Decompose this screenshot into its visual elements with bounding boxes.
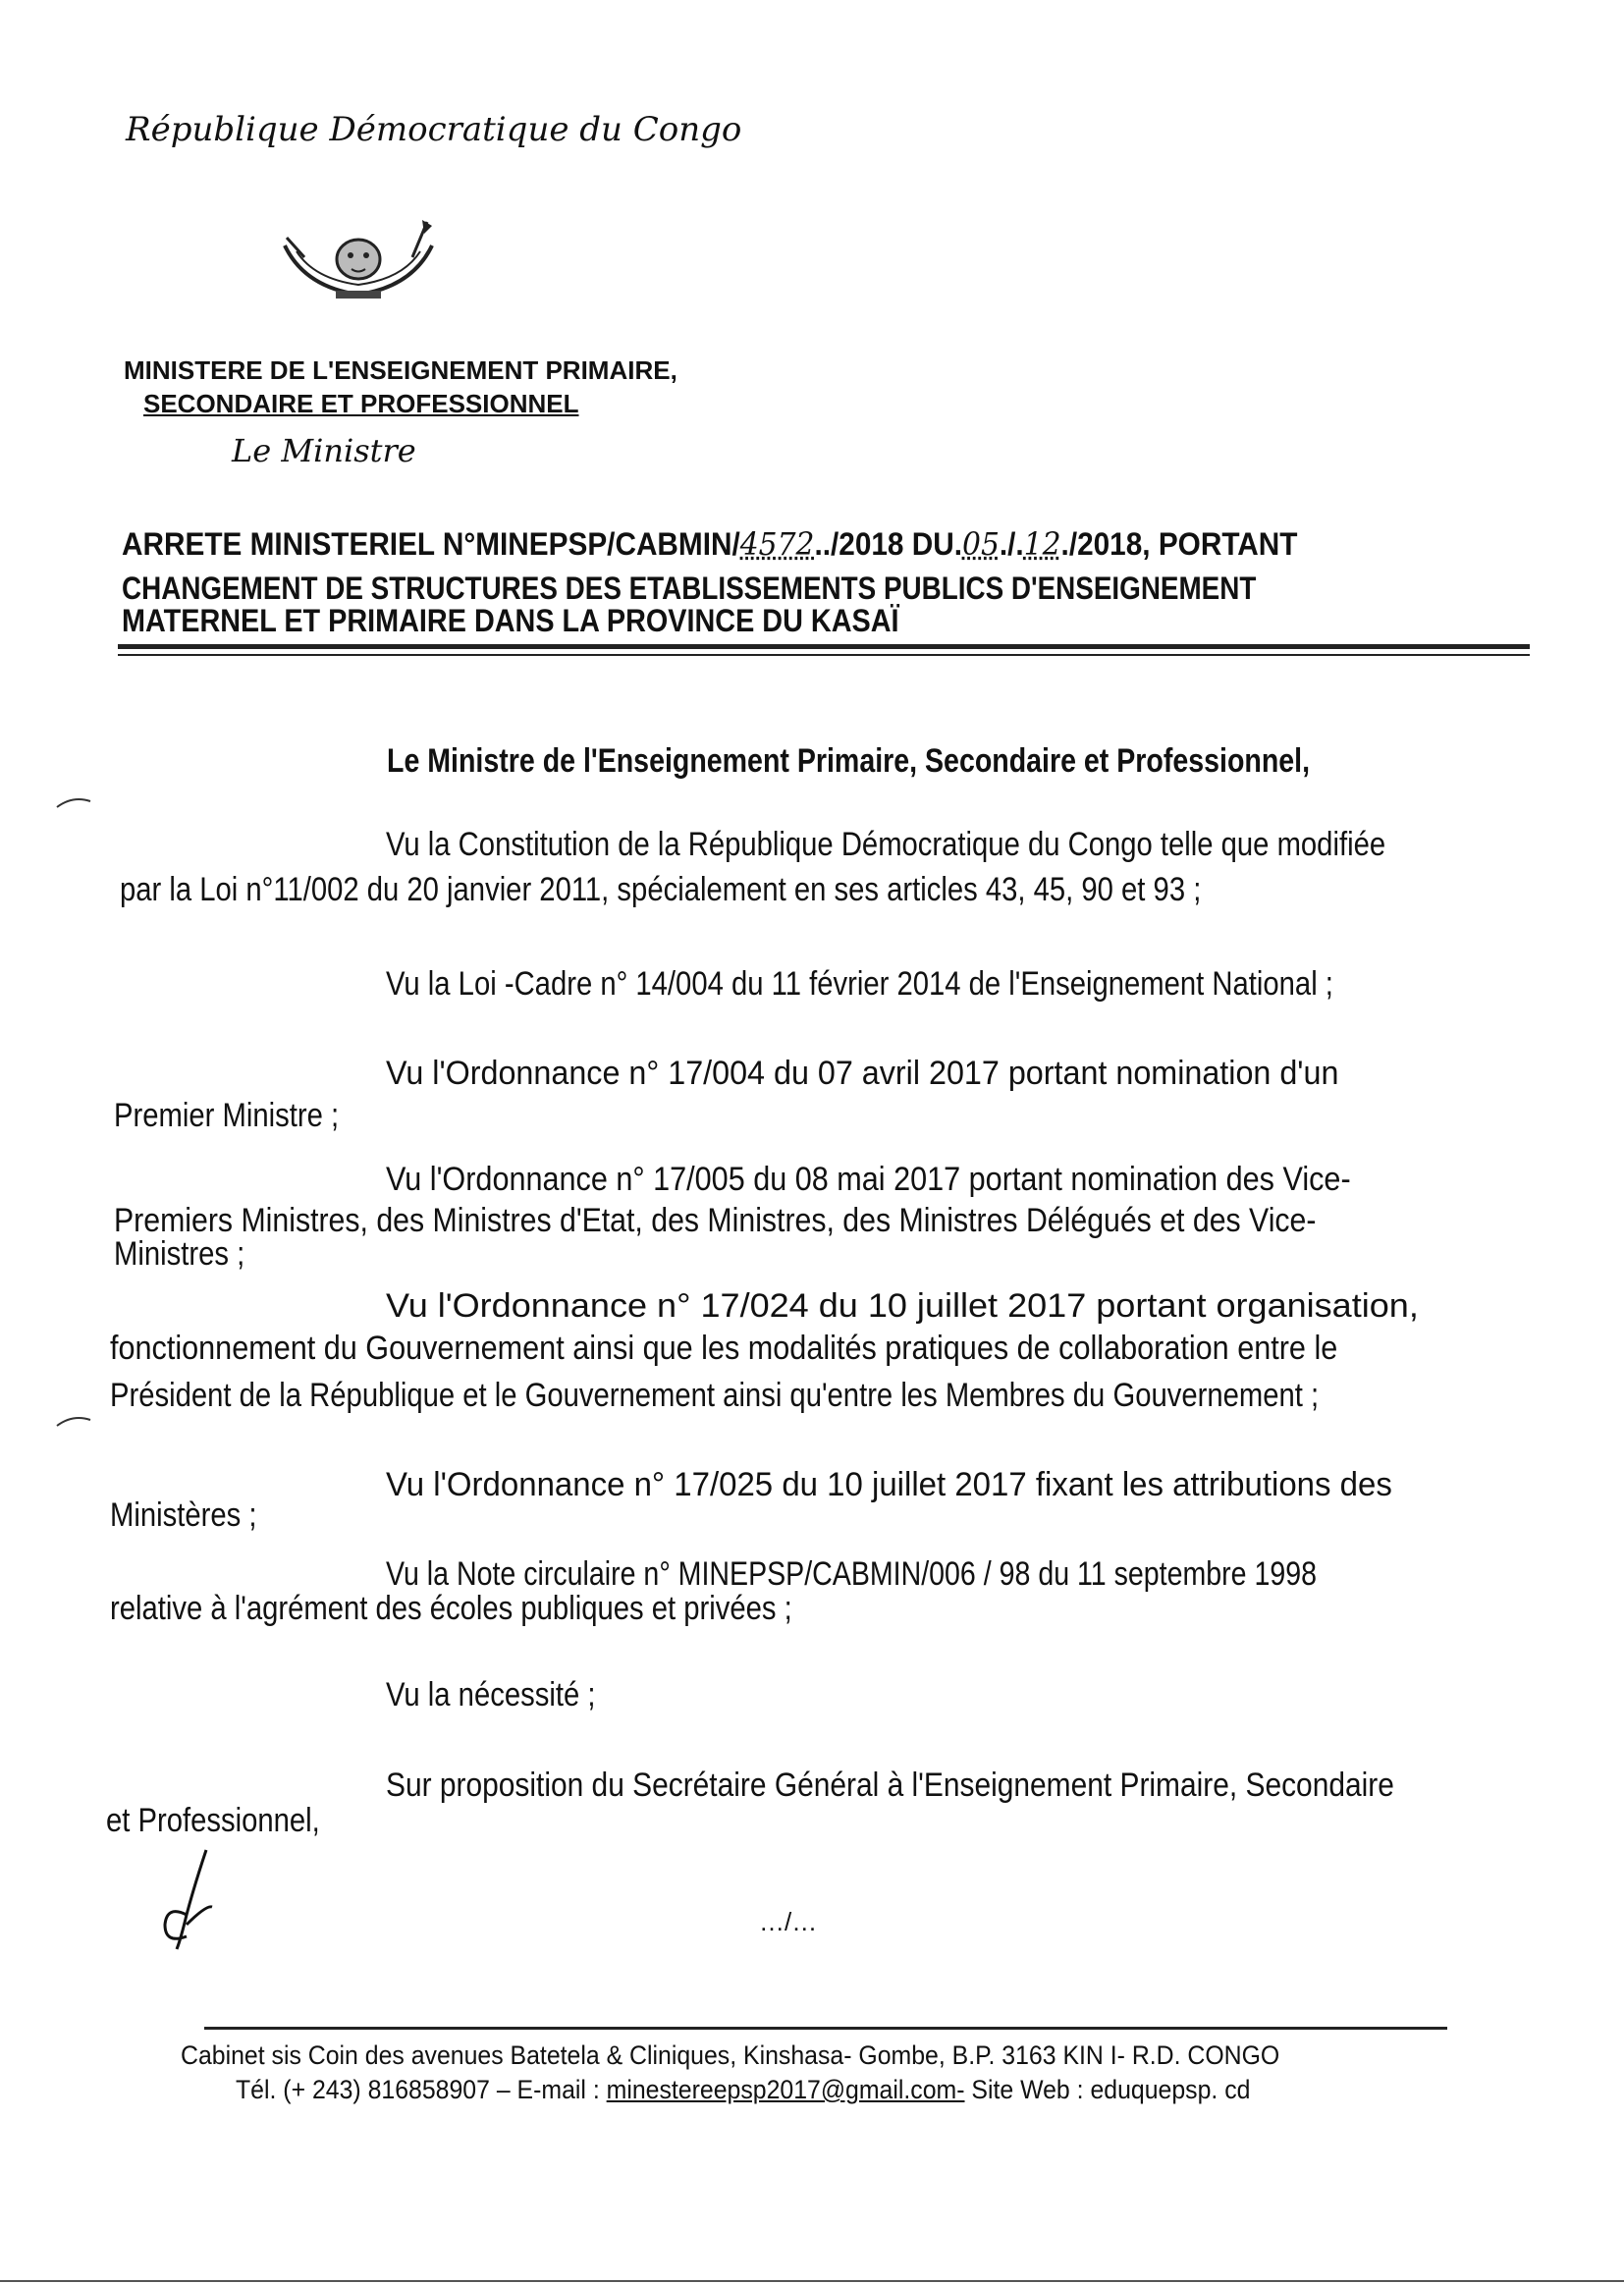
body-heading: Le Ministre de l'Enseignement Primaire, Secondaire et Professionnel,	[387, 742, 1311, 780]
decree-number-handwritten: 4572	[739, 525, 815, 563]
ministry-name-line1: MINISTERE DE L'ENSEIGNEMENT PRIMAIRE,	[124, 355, 677, 385]
page-bottom-edge	[0, 2280, 1624, 2282]
p4-line1: Vu l'Ordonnance n° 17/005 du 08 mai 2017 portant nomination des Vice-	[386, 1161, 1351, 1198]
footer-website: Site Web : eduquepsp. cd	[964, 2075, 1251, 2104]
margin-mark-1	[55, 795, 94, 811]
p3-line1: Vu l'Ordonnance n° 17/004 du 07 avril 2017 portant nomination d'un	[386, 1055, 1339, 1092]
footer-address: Cabinet sis Coin des avenues Batetela & Cliniques, Kinshasa- Gombe, B.P. 3163 KIN I- R.D. CONGO	[181, 2040, 1280, 2070]
title-divider-thick	[118, 644, 1530, 649]
p2-line1: Vu la Loi -Cadre n° 14/004 du 11 février 2014 de l'Enseignement National ;	[386, 965, 1333, 1003]
country-name: République Démocratique du Congo	[126, 110, 742, 149]
decree-date-month: 12	[1023, 525, 1061, 563]
decree-title-part2: ../2018 DU.	[814, 526, 963, 562]
decree-title-part1: ARRETE MINISTERIEL N°MINEPSP/CABMIN/	[122, 526, 740, 562]
p6-line2: Ministères ;	[110, 1496, 257, 1534]
p4-line2: Premiers Ministres, des Ministres d'Etat, des Ministres, des Ministres Délégués et des Vice-	[114, 1202, 1317, 1239]
decree-title-line2: CHANGEMENT DE STRUCTURES DES ETABLISSEMENTS PUBLICS D'ENSEIGNEMENT	[122, 571, 1257, 606]
handwritten-initial-mark	[157, 1846, 236, 1954]
p9-line1: Sur proposition du Secrétaire Général à l'Enseignement Primaire, Secondaire	[386, 1767, 1394, 1804]
p1-line2: par la Loi n°11/002 du 20 janvier 2011, spécialement en ses articles 43, 45, 90 et 93 ;	[120, 871, 1202, 908]
decree-title-line3: MATERNEL ET PRIMAIRE DANS LA PROVINCE DU KASAÏ	[122, 603, 899, 638]
decree-title-line1	[122, 525, 1297, 563]
p6-line1: Vu l'Ordonnance n° 17/025 du 10 juillet 2017 fixant les attributions des	[386, 1466, 1392, 1503]
p3-line2: Premier Ministre ;	[114, 1097, 340, 1134]
footer-divider	[204, 2027, 1447, 2030]
title-divider-thin	[118, 654, 1530, 656]
footer-contact	[236, 2075, 1250, 2105]
continuation-mark: …/…	[759, 1907, 818, 1936]
p5-line3: Président de la République et le Gouvernement ainsi qu'entre les Membres du Gouvernement ;	[110, 1377, 1320, 1414]
footer-email-link[interactable]: minestereepsp2017@gmail.com-	[606, 2075, 965, 2104]
p7-line1: Vu la Note circulaire n° MINEPSP/CABMIN/006 / 98 du 11 septembre 1998	[386, 1555, 1318, 1593]
p1-line1: Vu la Constitution de la République Démocratique du Congo telle que modifiée	[386, 826, 1386, 863]
decree-date-day: 05	[962, 525, 1000, 563]
coat-of-arms-emblem	[275, 218, 442, 306]
decree-title-part3: ./2018, PORTANT	[1060, 526, 1298, 562]
decree-date-separator: ./.	[999, 526, 1024, 562]
p4-line3: Ministres ;	[114, 1235, 245, 1273]
p5-line2: fonctionnement du Gouvernement ainsi que les modalités pratiques de collaboration entre le	[110, 1330, 1338, 1367]
p5-line1: Vu l'Ordonnance n° 17/024 du 10 juillet 2017 portant organisation,	[386, 1287, 1419, 1325]
ministry-name-line2: SECONDAIRE ET PROFESSIONNEL	[143, 389, 579, 418]
footer-phone: Tél. (+ 243) 816858907 – E-mail :	[236, 2075, 607, 2104]
minister-title: Le Ministre	[232, 432, 416, 469]
p7-line2: relative à l'agrément des écoles publiques et privées ;	[110, 1590, 792, 1627]
p9-line2: et Professionnel,	[106, 1802, 320, 1839]
margin-mark-2	[55, 1414, 94, 1430]
p8-line1: Vu la nécessité ;	[386, 1676, 596, 1713]
